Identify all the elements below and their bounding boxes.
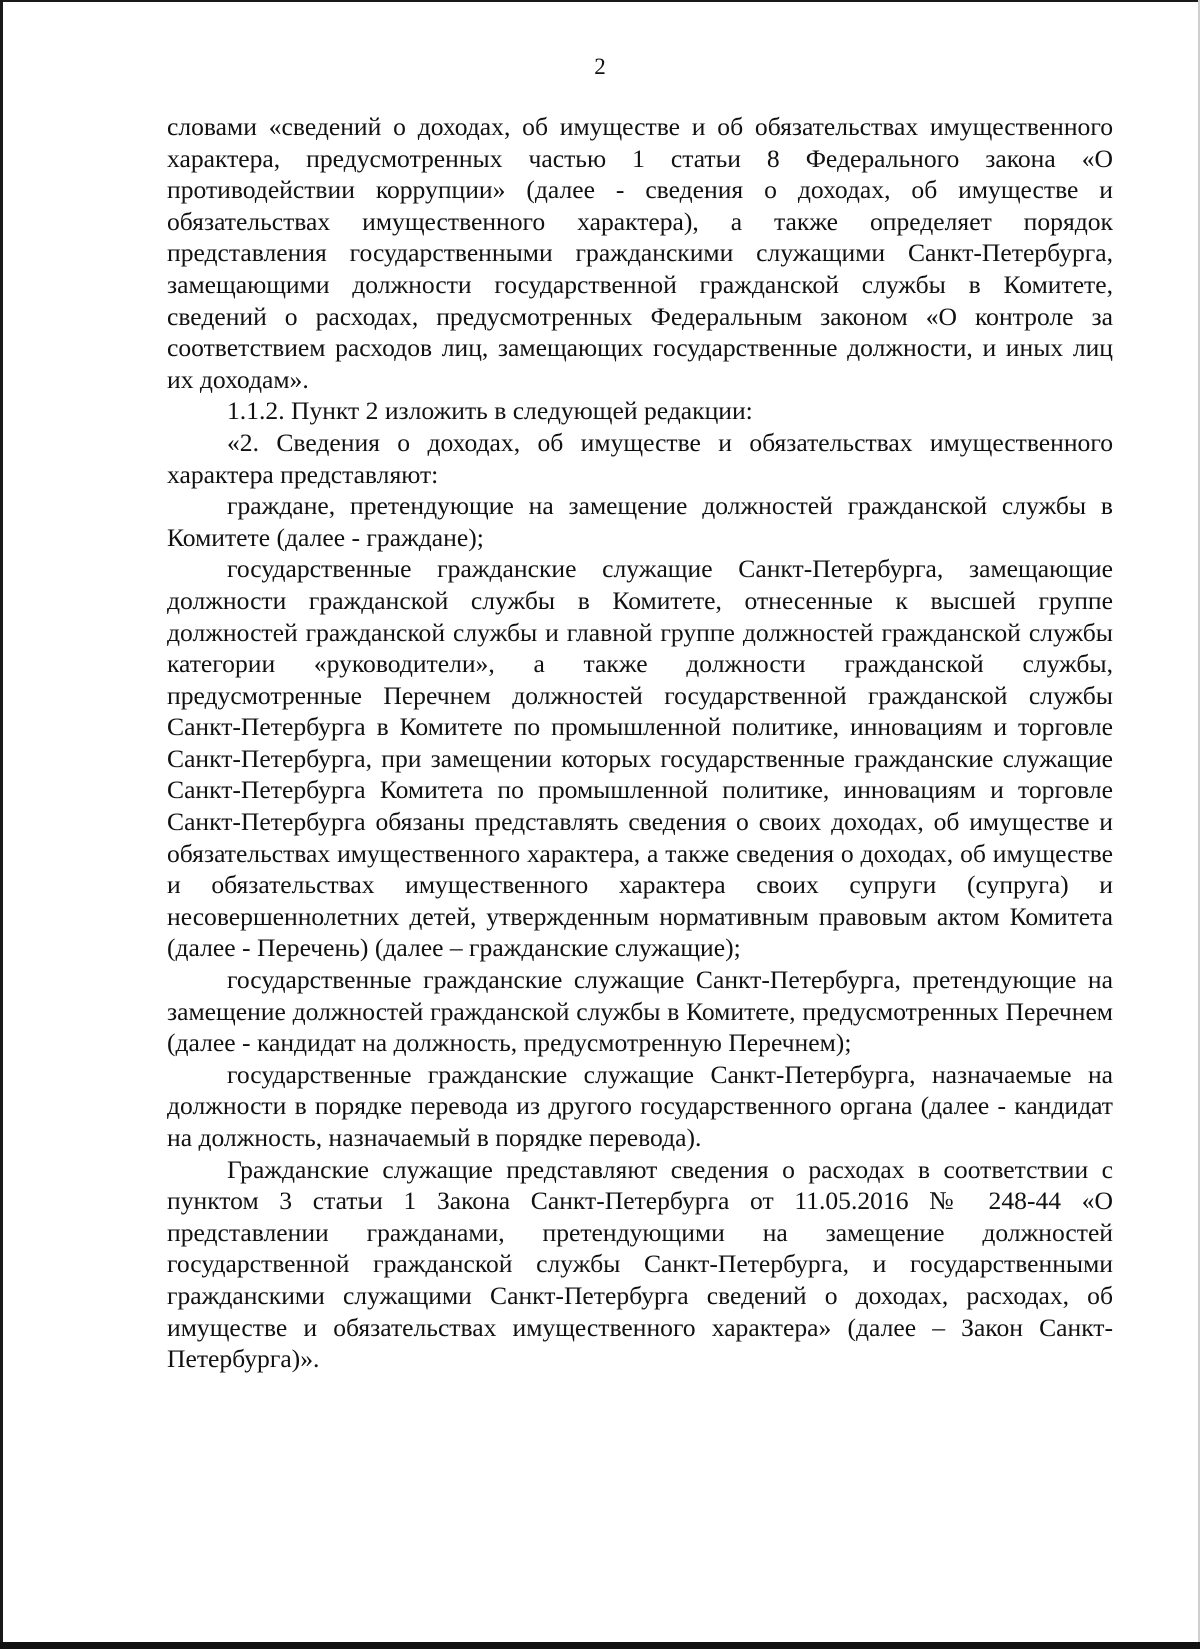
paragraph-transfer-candidates: государственные гражданские служащие Санкт-Петербурга, назначаемые на должности в порядке перевода из другого государственного органа (далее - кандидат на должность, назначаемый в порядке перевода). — [167, 1059, 1113, 1152]
paragraph-item-2: «2. Сведения о доходах, об имуществе и обязательствах имущественного характера представляют: — [167, 427, 1113, 489]
page-number: 2 — [594, 54, 606, 79]
scan-border-top — [0, 0, 1200, 2]
document-body — [167, 111, 1113, 1375]
paragraph-clause-1-1-2: 1.1.2. Пункт 2 изложить в следующей редакции: — [227, 396, 753, 426]
paragraph-citizens: граждане, претендующие на замещение должностей гражданской службы в Комитете (далее - граждане); — [167, 491, 1113, 552]
paragraph-continuation: словами «сведений о доходах, об имуществе и об обязательствах имущественного характера, предусмотренных частью 1 статьи 8 Федерального закона «О противодействии коррупции» (далее - сведения о доходах, об имуществе и обязательствах имущественного характера), а также определяет порядок представления государственными гражданскими служащими Санкт-Петербурга, замещающими должности государственной гражданской службы в Комитете, сведений о расходах, предусмотренных Федеральным законом «О контроле за соответствием расходов лиц, замещающих государственные должности, и иных лиц их доходам». — [167, 112, 1113, 394]
scan-border-bottom — [0, 1642, 1200, 1649]
scan-border-left — [0, 0, 3, 1649]
paragraph-expenses: Гражданские служащие представляют сведения о расходах в соответствии с пунктом 3 статьи 1 Закона Санкт-Петербурга от 11.05.2016 № 248-44 «О представлении гражданами, претендующими на замещение должностей государственной гражданской службы Санкт-Петербурга, и государственными гражданскими служащими Санкт-Петербурга сведений о доходах, расходах, об имуществе и обязательствах имущественного характера» (далее – Закон Санкт-Петербурга)». — [167, 1154, 1113, 1374]
paragraph-candidates: государственные гражданские служащие Санкт-Петербурга, претендующие на замещение должностей гражданской службы в Комитете, предусмотренных Перечнем (далее - кандидат на должность, предусмотренную Перечнем); — [167, 965, 1113, 1058]
paragraph-civil-servants: государственные гражданские служащие Санкт-Петербурга, замещающие должности гражданской службы в Комитете, отнесенные к высшей группе должностей гражданской службы и главной группе должностей гражданской службы категории «руководители», а также должности гражданской службы, предусмотренные Перечнем должностей государственной гражданской службы Санкт-Петербурга в Комитете по промышленной политике, инновациям и торговле Санкт-Петербурга, при замещении которых государственные гражданские служащие Санкт-Петербурга Комитета по промышленной политике, инновациям и торговле Санкт-Петербурга обязаны представлять сведения о своих доходах, об имуществе и обязательствах имущественного характера, а также сведения о доходах, об имуществе и обязательствах имущественного характера своих супруги (супруга) и несовершеннолетних детей, утвержденным нормативным правовым актом Комитета (далее - Перечень) (далее – гражданские служащие); — [167, 554, 1113, 963]
